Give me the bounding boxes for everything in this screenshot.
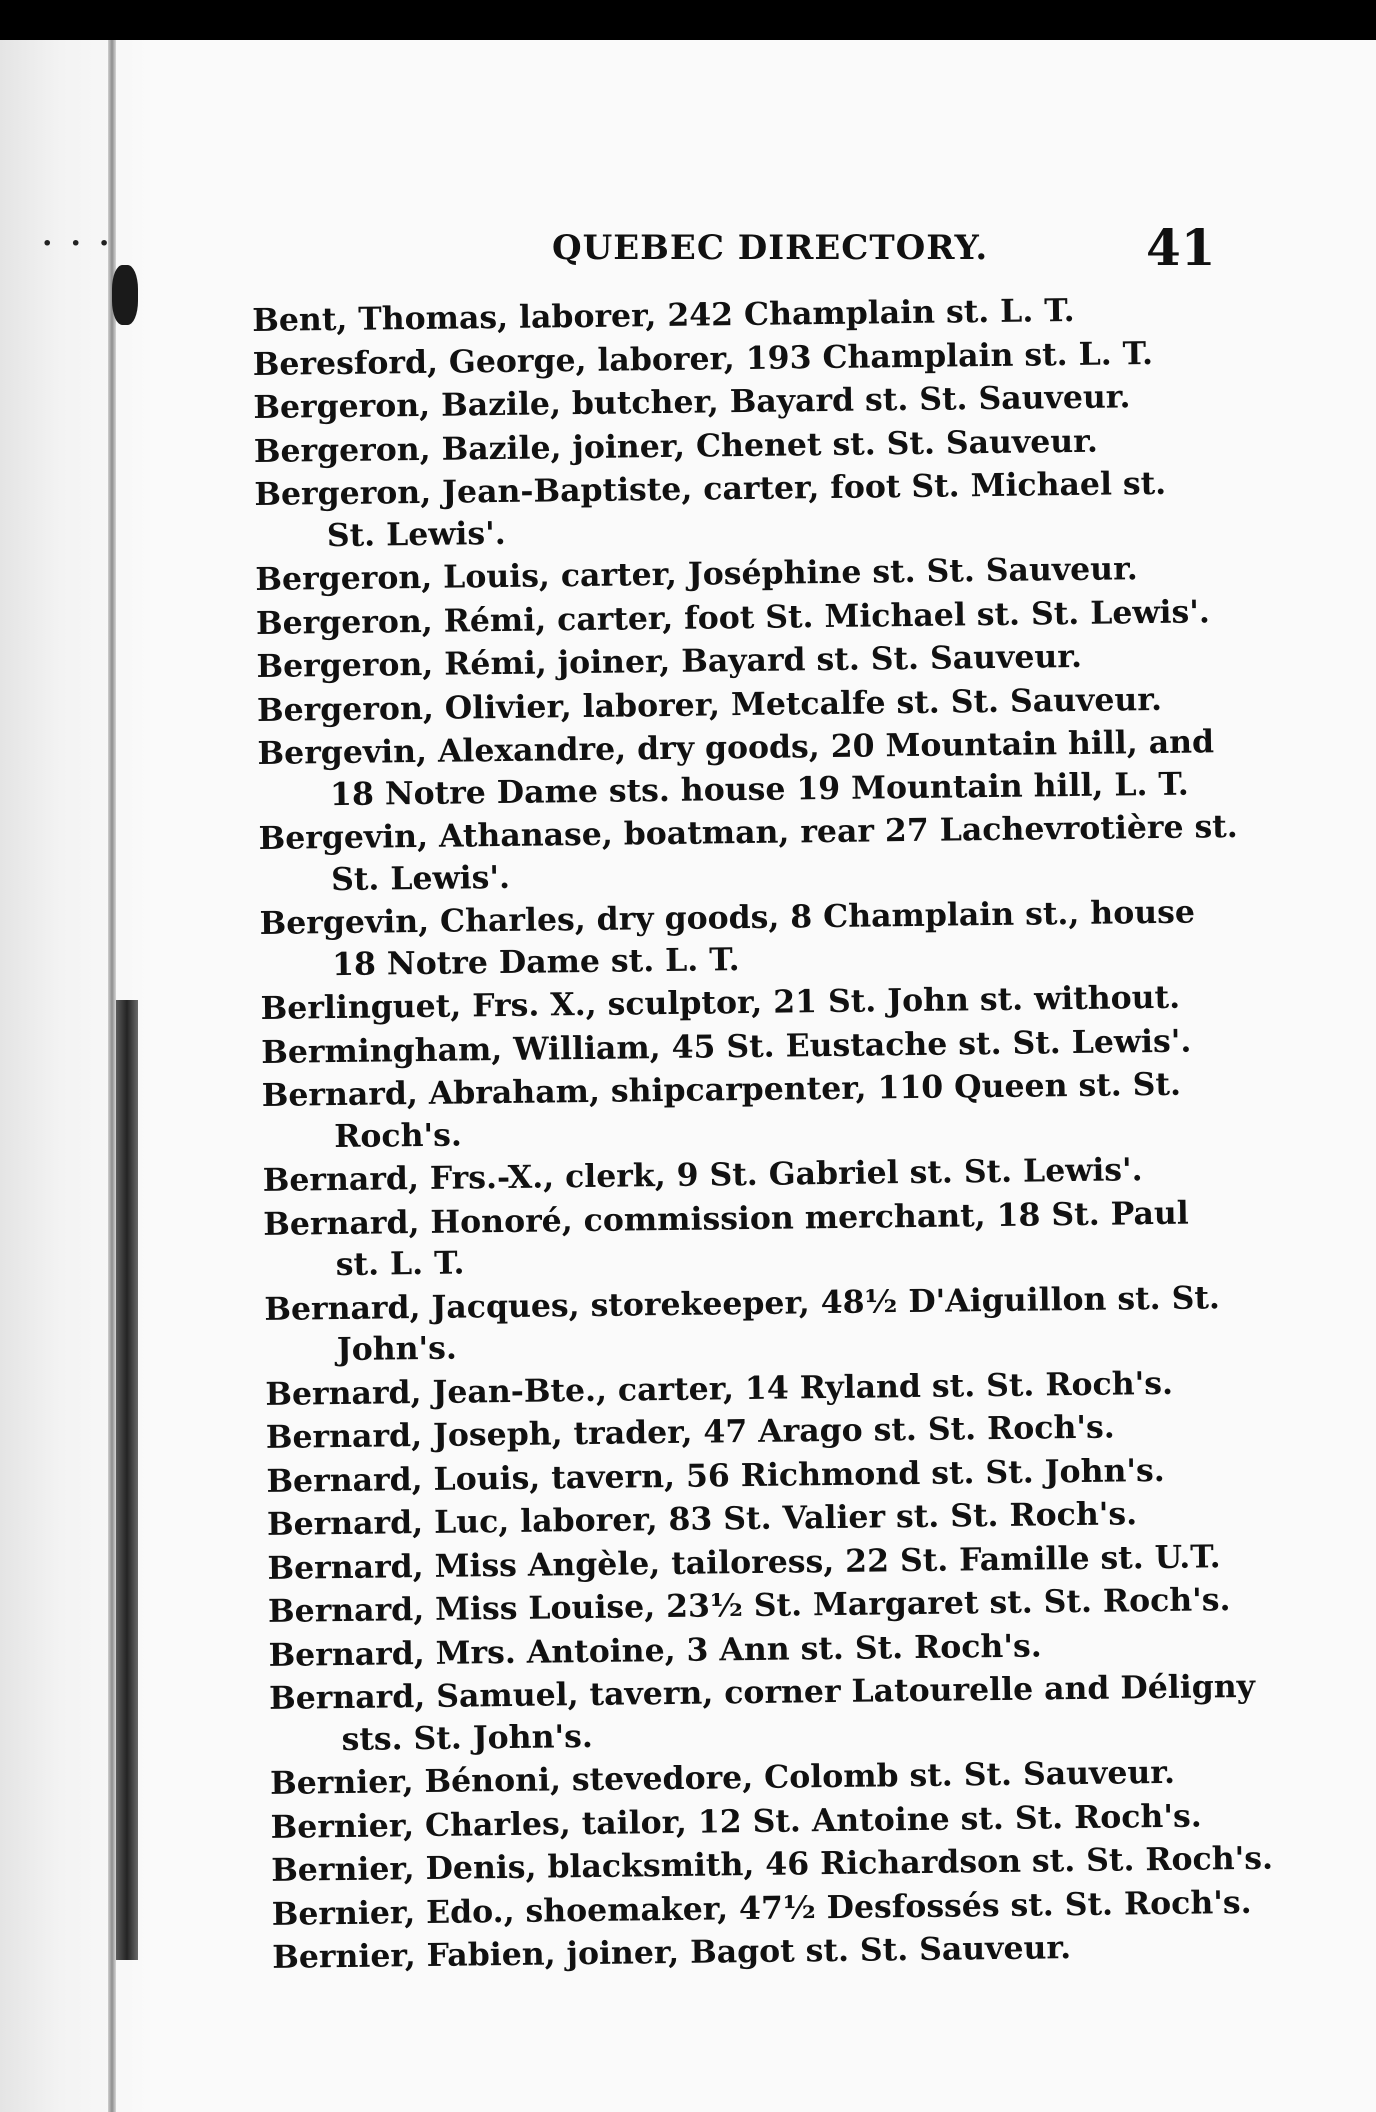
entry-line: Bernard, Miss Louise, 23½ St. Margaret st. St. Roch's. (267, 1581, 1231, 1630)
entry-line: Bergevin, Charles, dry goods, 8 Champlain st., house (259, 893, 1196, 942)
binding-edge (108, 40, 116, 2112)
entry-continuation-line: 18 Notre Dame sts. house 19 Mountain hill, L. T. (329, 765, 1189, 813)
entry-line: Bergeron, Bazile, joiner, Chenet st. St. Sauveur. (253, 422, 1099, 470)
binding-shadow (116, 1000, 138, 1960)
binding-mark (112, 265, 138, 325)
entry-continuation-line: St. Lewis'. (330, 858, 511, 898)
entry-line: Bernard, Mrs. Antoine, 3 Ann st. St. Roch's. (268, 1626, 1042, 1674)
entry-line: Bergeron, Bazile, butcher, Bayard st. St. Sauveur. (253, 378, 1131, 426)
entry-line: Bernard, Honoré, commission merchant, 18 St. Paul (263, 1194, 1189, 1243)
directory-entry (259, 891, 1240, 986)
entry-line: Bernier, Fabien, joiner, Bagot st. St. Sauveur. (272, 1929, 1072, 1976)
entry-line: Bernard, Louis, tavern, 56 Richmond st. St. John's. (266, 1451, 1165, 1500)
entry-line: Bergeron, Olivier, laborer, Metcalfe st. St. Sauveur. (256, 680, 1163, 729)
directory-entries (252, 288, 1274, 1980)
entry-continuation-line: St. Lewis'. (326, 514, 506, 554)
page-number: 41 (1146, 218, 1216, 277)
entry-line: Bernard, Samuel, tavern, corner Latourelle and Déligny (268, 1667, 1256, 1717)
entry-line: Bergeron, Rémi, carter, foot St. Michael st. St. Lewis'. (255, 592, 1211, 642)
entry-continuation-line: 18 Notre Dame st. L. T. (331, 940, 740, 983)
scan-top-border (0, 0, 1376, 40)
entry-line: Bergevin, Alexandre, dry goods, 20 Mountain hill, and (257, 723, 1215, 772)
entry-line: Bergeron, Jean-Baptiste, carter, foot St. Michael st. (254, 464, 1167, 513)
directory-entry (257, 721, 1238, 816)
running-head: QUEBEC DIRECTORY. (552, 228, 989, 268)
directory-entry (258, 806, 1239, 901)
entry-continuation-line: Roch's. (333, 1116, 463, 1155)
entry-line: Bernard, Abraham, shipcarpenter, 110 Queen st. St. (261, 1065, 1182, 1114)
entry-line: Bergeron, Louis, carter, Joséphine st. St. Sauveur. (255, 550, 1138, 598)
entry-line: Bergevin, Athanase, boatman, rear 27 Lachevrotière st. (258, 807, 1238, 857)
entry-line: Beresford, George, laborer, 193 Champlain st. L. T. (252, 334, 1154, 383)
entry-line: Bernier, Edo., shoemaker, 47½ Desfossés st. St. Roch's. (271, 1883, 1252, 1933)
entry-line: Bergeron, Rémi, joiner, Bayard st. St. Sauveur. (256, 637, 1083, 685)
entry-line: Bernard, Jacques, storekeeper, 48½ D'Aiguillon st. St. (264, 1278, 1221, 1328)
entry-continuation-line: st. L. T. (335, 1244, 465, 1284)
entry-line: Bermingham, William, 45 St. Eustache st. St. Lewis'. (260, 1022, 1192, 1071)
entry-line: Bernard, Miss Angèle, tailoress, 22 St. Famille st. U.T. (267, 1537, 1221, 1587)
directory-entry (254, 462, 1235, 557)
entry-line: Bent, Thomas, laborer, 242 Champlain st. L. T. (252, 291, 1075, 339)
binding-stitch-dots: ··· (42, 226, 128, 261)
entry-line: Bernier, Denis, blacksmith, 46 Richardson st. St. Roch's. (270, 1839, 1274, 1889)
directory-entry (263, 1191, 1244, 1286)
directory-entry (261, 1063, 1242, 1158)
entry-line: Bernier, Charles, tailor, 12 St. Antoine st. St. Roch's. (270, 1797, 1202, 1846)
directory-entry (268, 1666, 1256, 1761)
directory-entry (264, 1276, 1245, 1371)
entry-line: Berlinguet, Frs. X., sculptor, 21 St. John st. without. (260, 978, 1181, 1027)
entry-continuation-line: John's. (336, 1329, 458, 1369)
entry-continuation-line: sts. St. John's. (341, 1717, 594, 1758)
entry-line: Bernard, Joseph, trader, 47 Arago st. St. Roch's. (265, 1408, 1115, 1456)
entry-line: Bernard, Frs.-X., clerk, 9 St. Gabriel st. St. Lewis'. (262, 1151, 1143, 1199)
entry-line: Bernard, Jean-Bte., carter, 14 Ryland st. St. Roch's. (265, 1364, 1174, 1413)
entry-line: Bernier, Bénoni, stevedore, Colomb st. St. Sauveur. (269, 1753, 1176, 1802)
entry-line: Bernard, Luc, laborer, 83 St. Valier st. St. Roch's. (266, 1495, 1138, 1543)
